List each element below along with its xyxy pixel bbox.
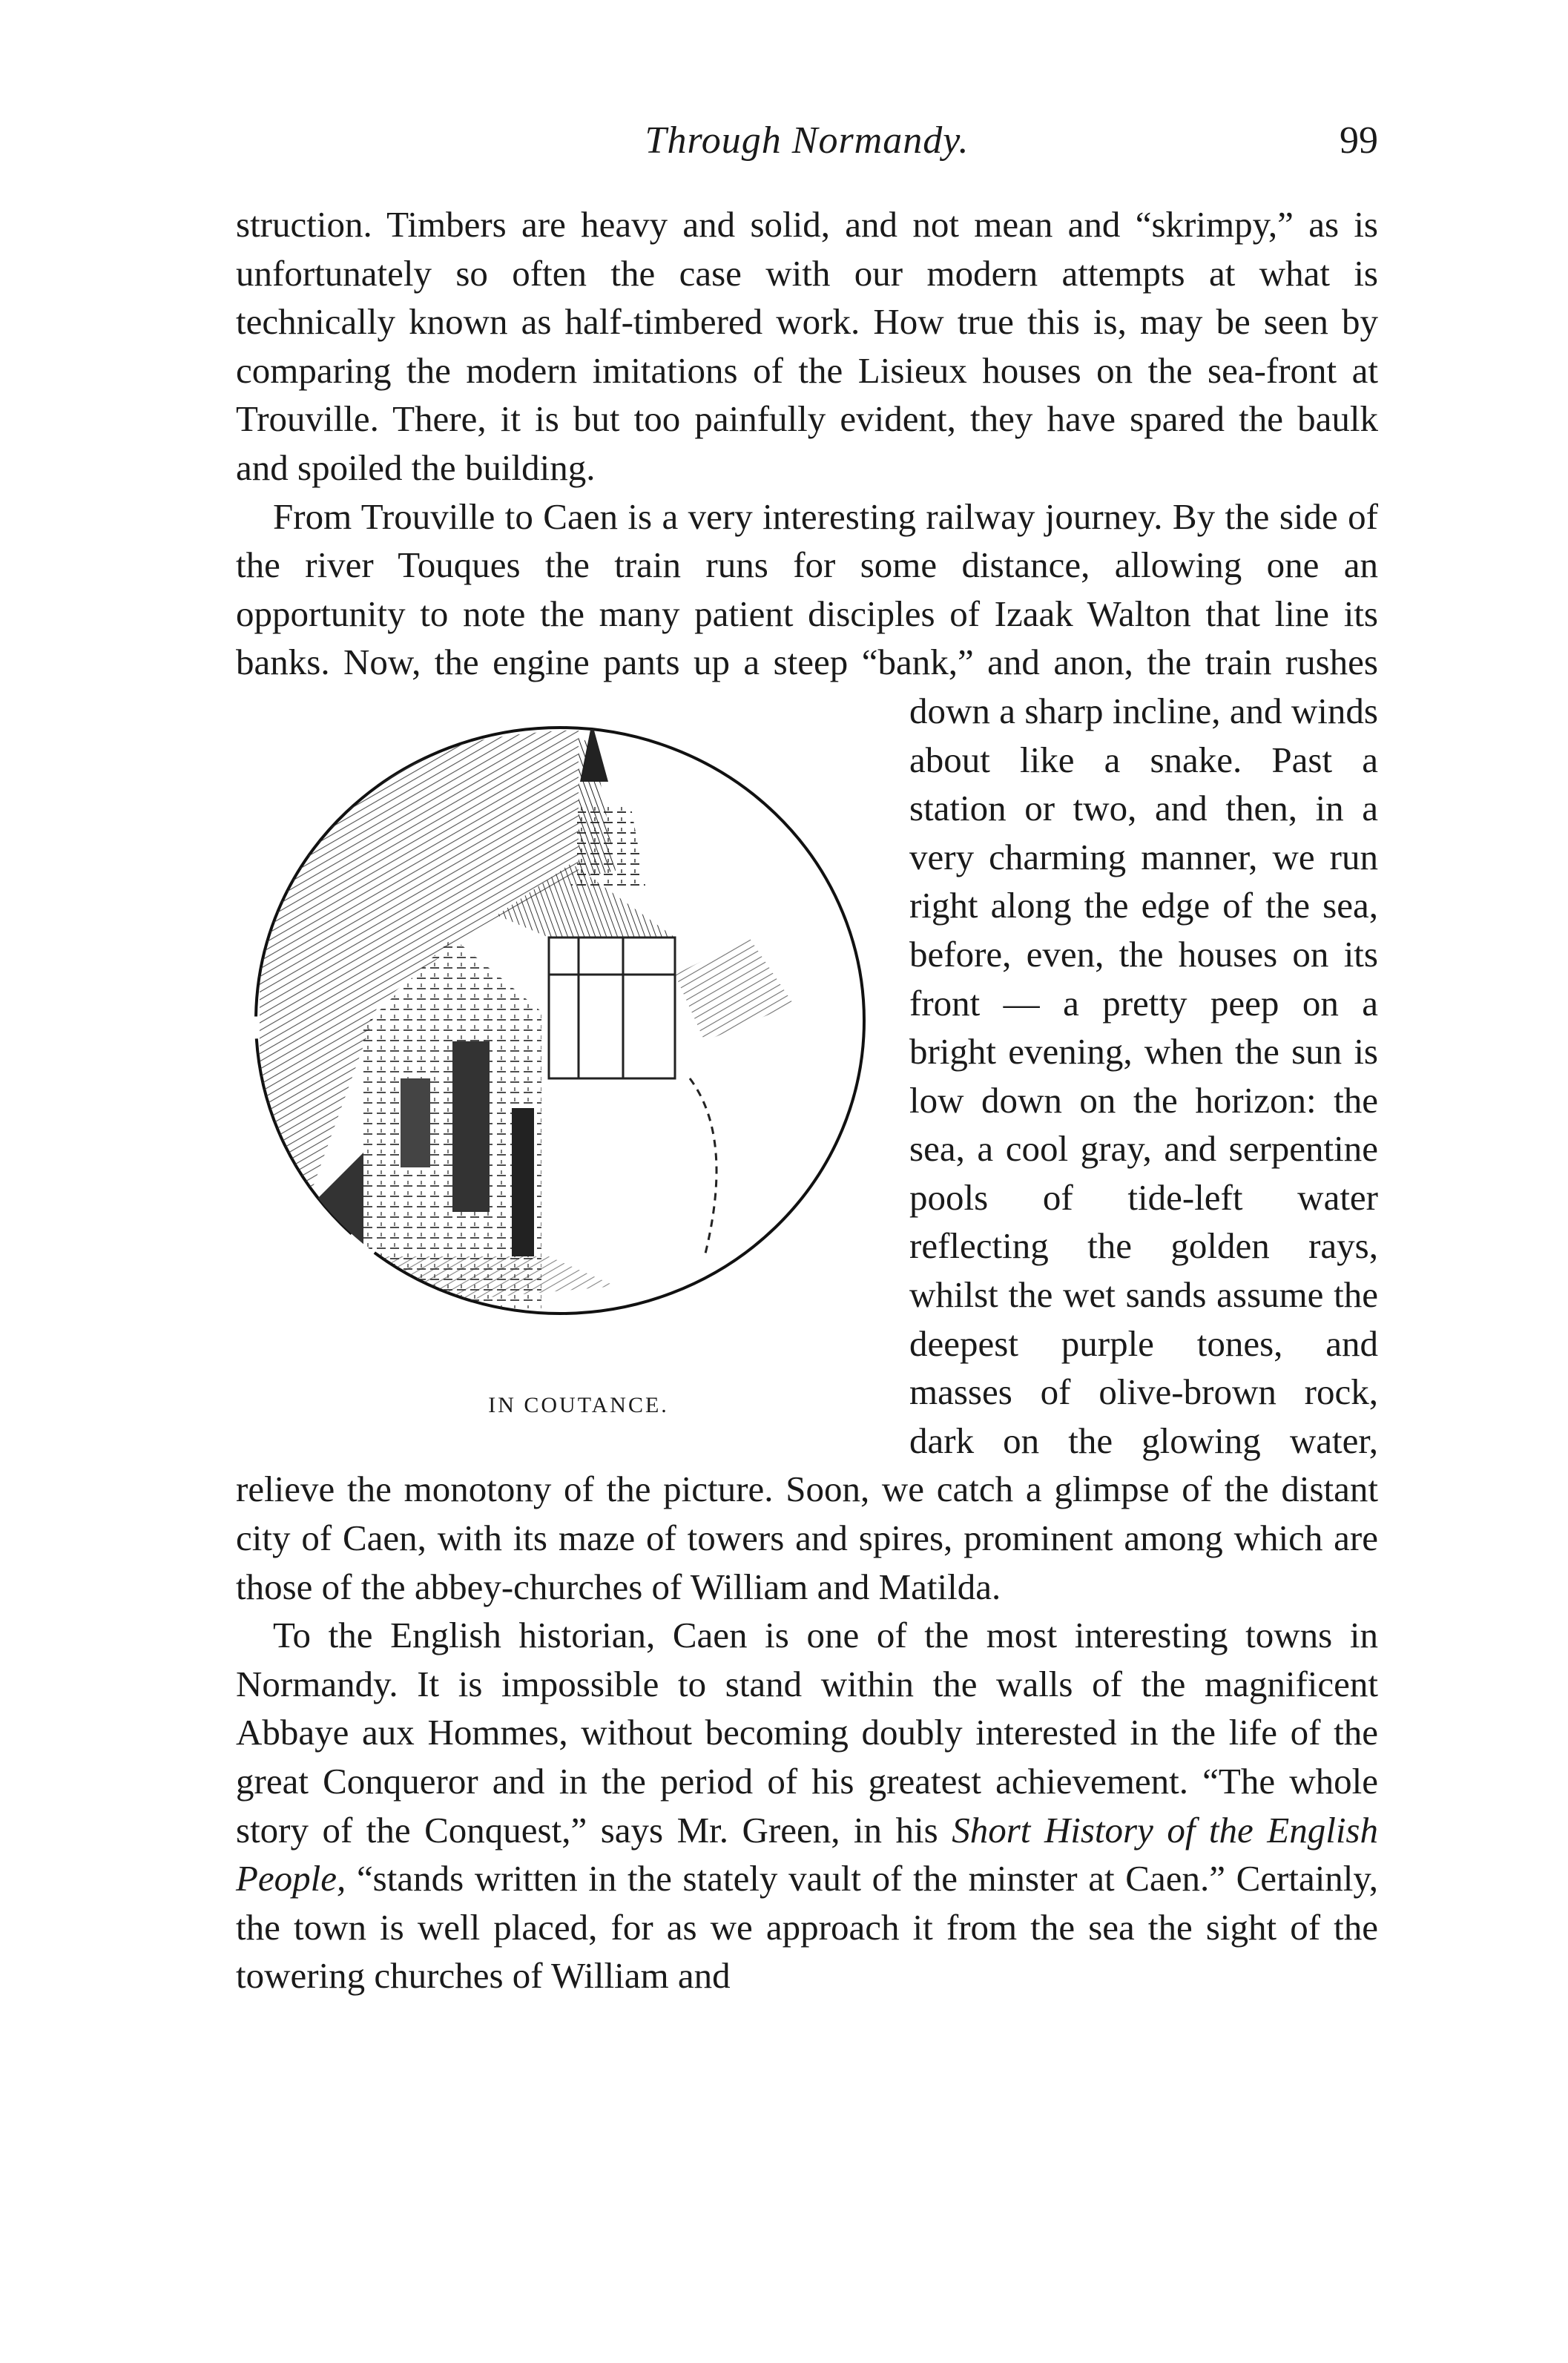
paragraph-3-text-b: “stands written in the stately vault of the minster at Caen.” Certainly, the town is well placed, for as we approach it from the sea the sight of the towering churches of William and bbox=[236, 1858, 1378, 1997]
page-header bbox=[236, 119, 1378, 178]
coutance-engraving bbox=[230, 693, 890, 1360]
body-text bbox=[236, 200, 1378, 2000]
book-title: Short History of the English People, bbox=[236, 1809, 1378, 1899]
paragraph-2 bbox=[236, 492, 1378, 1612]
paragraph-2-text-after-figure: and winds about like a snake. Past a station or two, and then, in a very charming manner, we run right along the edge of the sea, before, even, the houses on its front — a pretty peep on a bright evening, when the sun is low down on the horizon: the sea, a cool gray, and serpentine pools of tide-left water reflecting the golden rays, whilst the wet sands assume the deepest purple tones, and masses of olive-brown rock, dark on the glowing water, relieve the monotony of the picture. Soon, we catch a glimpse of the distant city of Caen, with its maze of towers and spires, prominent among which are those of the abbey-churches of William and Matilda. bbox=[236, 690, 1378, 1607]
paragraph-1: struction. Timbers are heavy and solid, and not mean and “skrimpy,” as is unfortunately so often the case with our modern attempts at what is technically known as half-timbered work. How true this is, may be seen by comparing the modern imitations of the Lisieux houses on the sea-front at Trouville. There, it is but too painfully evident, they have spared the baulk and spoiled the building. bbox=[236, 204, 1378, 488]
illustration-figure bbox=[230, 693, 890, 1459]
paragraph-2-text-before-figure: From Trouville to Caen is a very interesting railway journey. By the side of the river Touques the train runs for some distance, allowing one an opportunity to note the many patient disciples of Izaak Walton that line its banks. Now, the engine pants up a steep “bank,” and anon, the train rushes down a sharp incline, bbox=[236, 495, 1378, 731]
running-head: Through Normandy. bbox=[645, 119, 969, 162]
paragraph-3 bbox=[236, 1611, 1378, 2000]
figure-caption: IN COUTANCE. bbox=[488, 1392, 669, 1417]
page-number: 99 bbox=[1340, 119, 1378, 162]
paragraph-3-text-a: To the English historian, Caen is one of the most interesting towns in Normandy. It is impossible to stand within the walls of the magnificent Abbaye aux Hommes, without becoming doubly interested in the life of the great Conqueror and in the period of his greatest achievement. “The whole story of the Conquest,” says Mr. Green, in his bbox=[236, 1615, 1378, 1850]
